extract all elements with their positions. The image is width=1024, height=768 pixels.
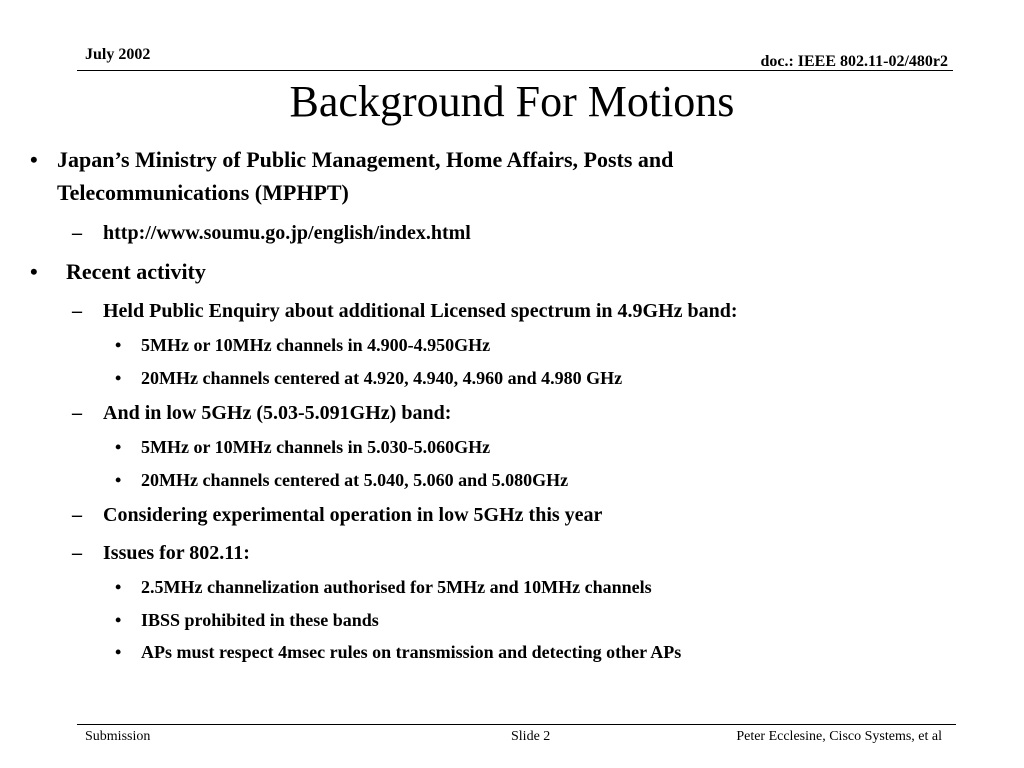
bullet-marker: • [115, 610, 122, 630]
dash-marker: – [72, 542, 82, 564]
slide-title: Background For Motions [289, 77, 735, 126]
bullet-marker: • [115, 368, 122, 388]
bullet-channelization: 2.5MHz channelization authorised for 5MHz and 10MHz channels [141, 577, 652, 597]
bullet-recent-activity: Recent activity [66, 259, 206, 284]
dash-marker: – [72, 222, 82, 244]
dash-marker: – [72, 504, 82, 526]
footer-author: Peter Ecclesine, Cisco Systems, et al [736, 729, 942, 744]
bullet-5ghz-20mhz: 20MHz channels centered at 5.040, 5.060 and 5.080GHz [141, 470, 569, 490]
dash-marker: – [72, 402, 82, 424]
bullet-marker: • [30, 259, 38, 284]
bullet-low-5ghz: And in low 5GHz (5.03-5.091GHz) band: [103, 402, 452, 424]
header-date: July 2002 [85, 46, 151, 63]
bullet-ibss: IBSS prohibited in these bands [141, 610, 379, 630]
bullet-marker: • [115, 335, 122, 355]
bullet-marker: • [115, 642, 122, 662]
bullet-ministry-line1: Japan’s Ministry of Public Management, Home Affairs, Posts and [57, 147, 674, 172]
bullet-experimental: Considering experimental operation in low 5GHz this year [103, 504, 603, 526]
bullet-4msec: APs must respect 4msec rules on transmission and detecting other APs [141, 642, 682, 662]
header-doc-id: doc.: IEEE 802.11-02/480r2 [760, 53, 948, 70]
bullet-marker: • [115, 470, 122, 490]
bullet-ministry-line2: Telecommunications (MPHPT) [57, 180, 349, 205]
bullet-49-20mhz: 20MHz channels centered at 4.920, 4.940, 4.960 and 4.980 GHz [141, 368, 623, 388]
bullet-49-channels: 5MHz or 10MHz channels in 4.900-4.950GHz [141, 335, 491, 355]
footer-slide-number: Slide 2 [511, 729, 551, 744]
bullet-marker: • [115, 437, 122, 457]
bullet-public-enquiry: Held Public Enquiry about additional Licensed spectrum in 4.9GHz band: [103, 300, 738, 322]
bullet-marker: • [30, 147, 38, 172]
dash-marker: – [72, 300, 82, 322]
bullet-5ghz-channels: 5MHz or 10MHz channels in 5.030-5.060GHz [141, 437, 491, 457]
bullet-marker: • [115, 577, 122, 597]
bullet-url: http://www.soumu.go.jp/english/index.html [103, 222, 471, 244]
bullet-issues: Issues for 802.11: [103, 542, 250, 564]
footer-divider [77, 724, 956, 725]
footer-submission: Submission [85, 729, 151, 744]
